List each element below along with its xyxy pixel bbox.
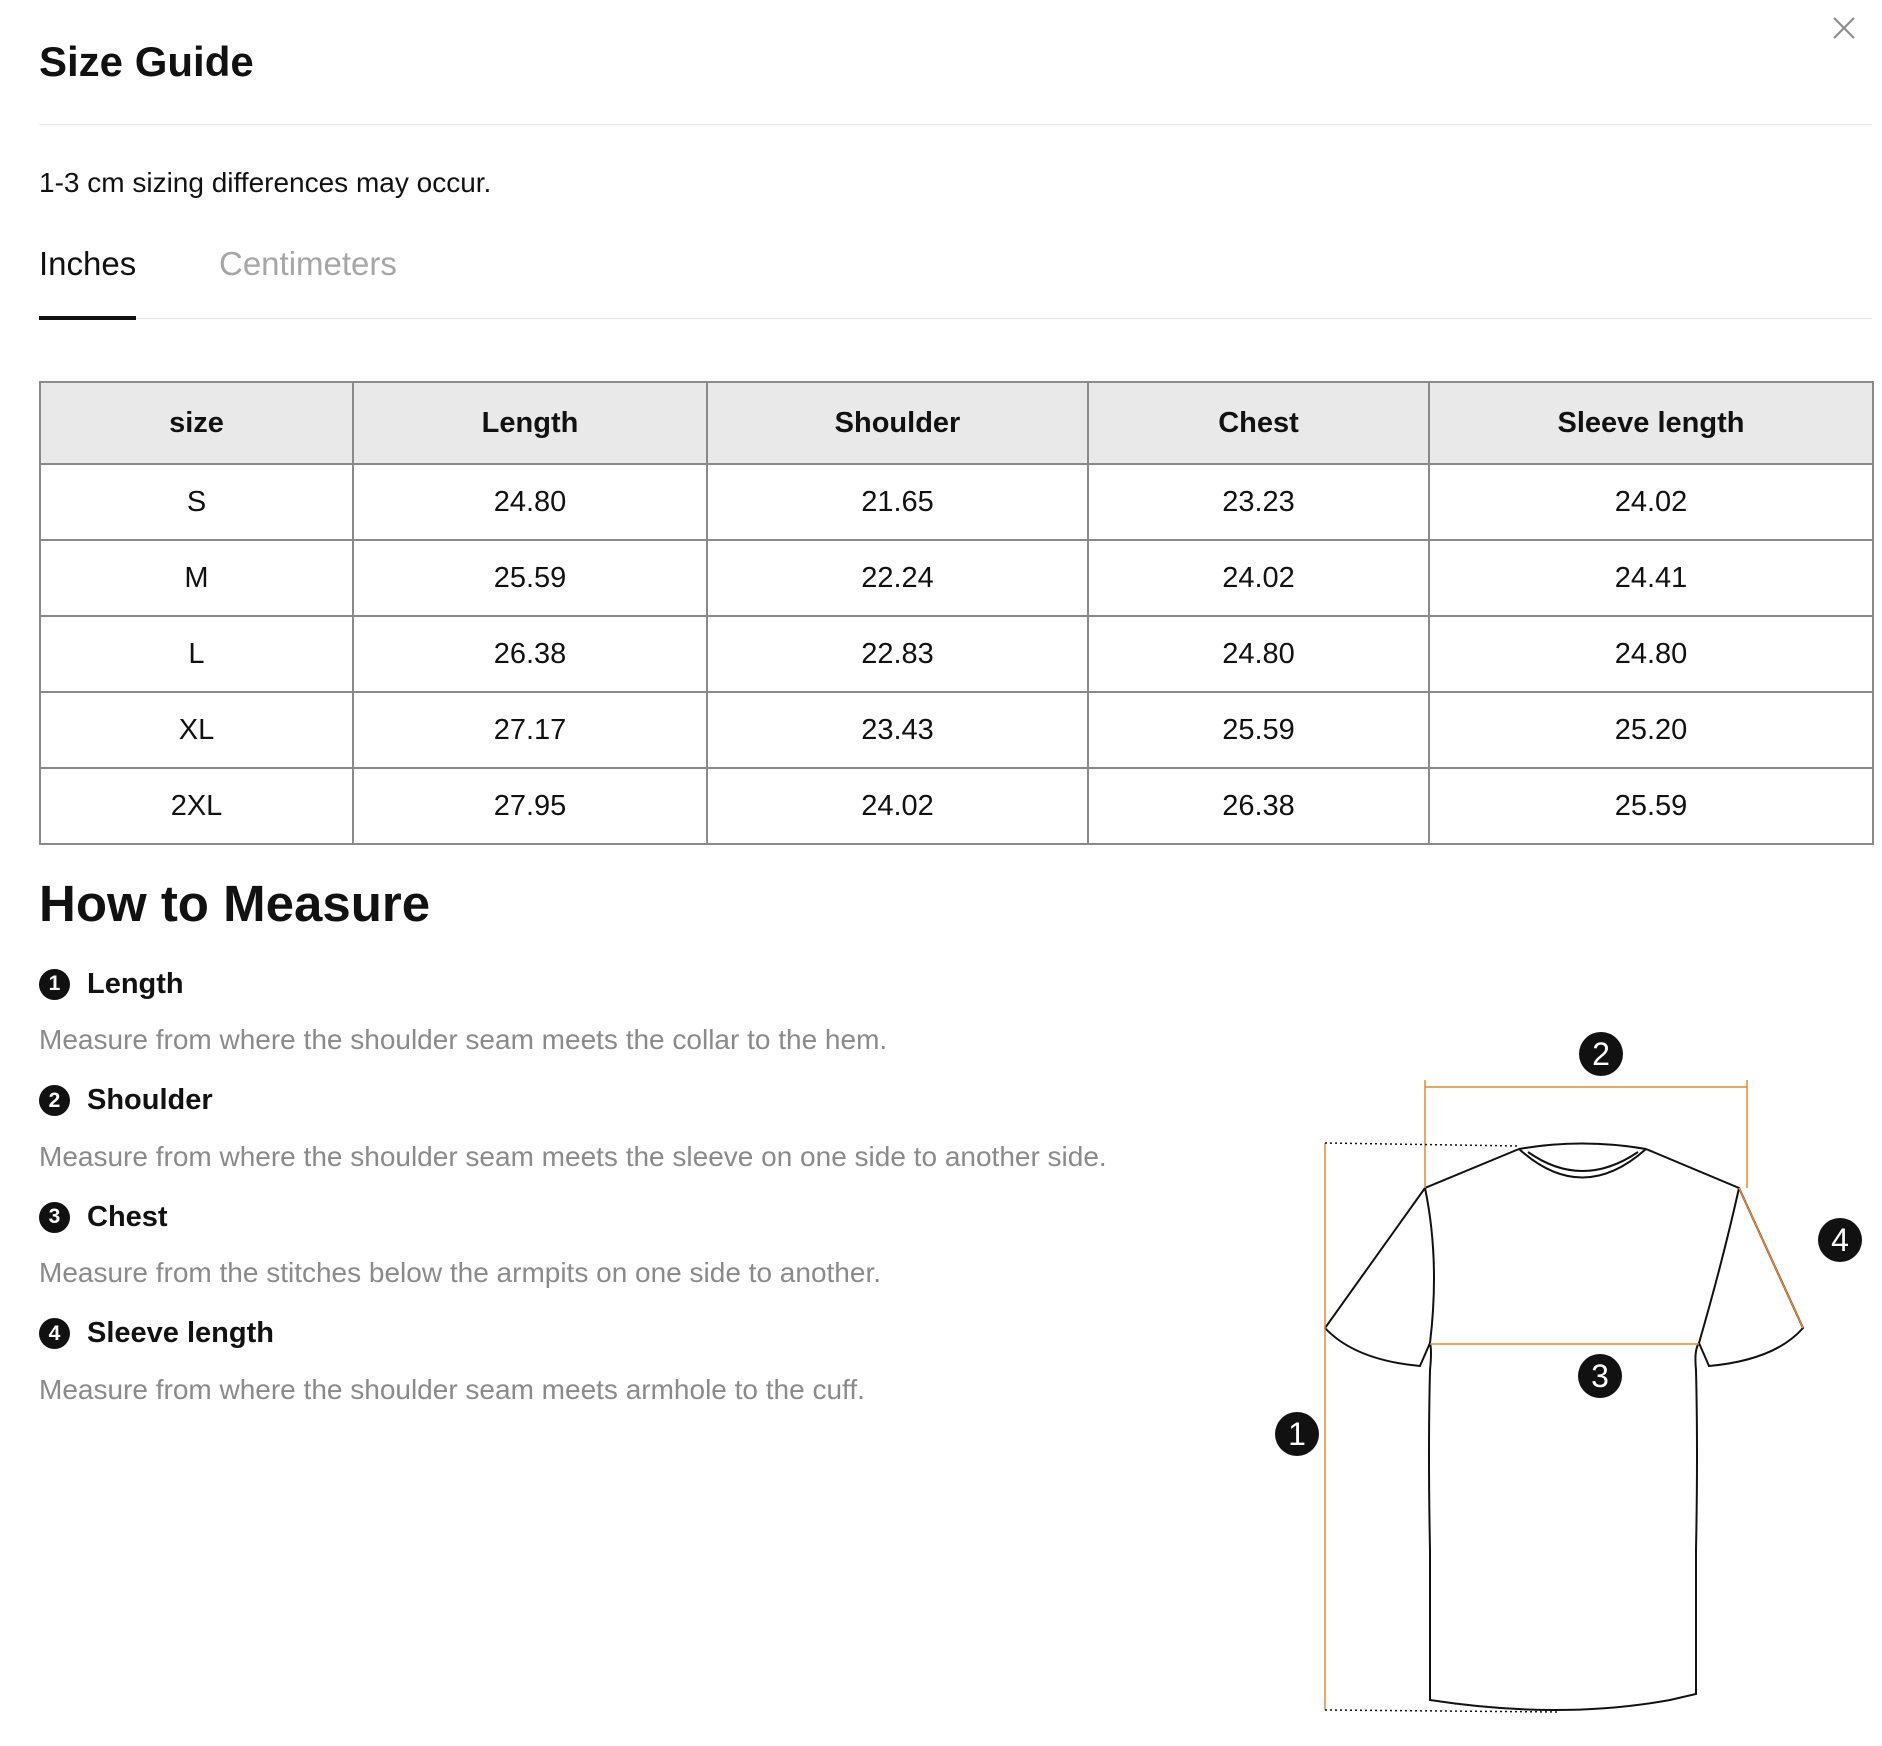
table-row [40, 464, 1873, 540]
table-cell: S [40, 464, 353, 540]
table-cell: 22.24 [707, 540, 1088, 616]
unit-tabs [39, 240, 1872, 319]
table-cell: 27.17 [353, 692, 707, 768]
label-1-badge [1275, 1412, 1319, 1456]
tshirt-measurement-diagram [1260, 990, 1880, 1730]
measure-description: Measure from where the shoulder seam meets the sleeve on one side to another side. [39, 1140, 1107, 1172]
number-badge: 3 [39, 1202, 70, 1233]
measure-name: Sleeve length [87, 1317, 274, 1349]
label-2-badge [1579, 1032, 1623, 1076]
measure-description: Measure from where the shoulder seam meets armhole to the cuff. [39, 1373, 865, 1405]
table-cell: M [40, 540, 353, 616]
dotted-guides [1325, 1143, 1560, 1712]
list-item [39, 1193, 1219, 1310]
table-cell: 26.38 [1088, 768, 1429, 844]
table-cell: 23.43 [707, 692, 1088, 768]
list-item [39, 1077, 1219, 1194]
table-cell: 24.80 [1088, 616, 1429, 692]
measure-name: Chest [87, 1200, 168, 1233]
table-cell: XL [40, 692, 353, 768]
how-to-measure-title: How to Measure [39, 875, 431, 932]
column-header-chest: Chest [1088, 382, 1429, 464]
list-item [39, 1310, 1219, 1427]
diagram-label-2: 2 [1592, 1036, 1610, 1072]
table-cell: 25.59 [1429, 768, 1873, 844]
sizing-notice: 1-3 cm sizing differences may occur. [39, 167, 492, 198]
label-3-badge [1578, 1354, 1622, 1398]
table-cell: 25.20 [1429, 692, 1873, 768]
diagram-label-4: 4 [1831, 1222, 1849, 1258]
tshirt-outline [1325, 1144, 1803, 1711]
table-cell: 25.59 [1088, 692, 1429, 768]
column-header-length: Length [353, 382, 707, 464]
table-cell: 24.02 [1429, 464, 1873, 540]
tab-centimeters[interactable]: Centimeters [219, 245, 397, 282]
diagram-label-3: 3 [1591, 1358, 1609, 1394]
column-header-shoulder: Shoulder [707, 382, 1088, 464]
column-header-size: size [40, 382, 353, 464]
table-row [40, 540, 1873, 616]
close-icon[interactable] [1828, 12, 1860, 44]
table-cell: 26.38 [353, 616, 707, 692]
table-cell: 24.80 [353, 464, 707, 540]
title-divider [39, 124, 1872, 125]
number-badge: 1 [39, 969, 70, 1000]
dialog-title: Size Guide [39, 38, 254, 85]
table-cell: 22.83 [707, 616, 1088, 692]
table-cell: 24.41 [1429, 540, 1873, 616]
table-cell: 27.95 [353, 768, 707, 844]
table-row [40, 616, 1873, 692]
diagram-label-1: 1 [1288, 1416, 1306, 1452]
table-cell: L [40, 616, 353, 692]
size-table [39, 381, 1874, 845]
table-cell: 2XL [40, 768, 353, 844]
table-cell: 24.02 [707, 768, 1088, 844]
table-header-row [40, 382, 1873, 464]
table-cell: 21.65 [707, 464, 1088, 540]
table-row [40, 692, 1873, 768]
table-cell: 24.02 [1088, 540, 1429, 616]
number-badge: 4 [39, 1318, 70, 1349]
column-header-sleeve-length: Sleeve length [1429, 382, 1873, 464]
list-item [39, 960, 1219, 1077]
table-cell: 24.80 [1429, 616, 1873, 692]
table-cell: 25.59 [353, 540, 707, 616]
measure-instructions [39, 960, 1219, 1426]
label-4-badge [1818, 1218, 1862, 1262]
table-cell: 23.23 [1088, 464, 1429, 540]
measure-description: Measure from where the shoulder seam meets the collar to the hem. [39, 1024, 888, 1055]
tab-inches[interactable]: Inches [39, 240, 136, 318]
number-badge: 2 [39, 1085, 70, 1116]
table-row [40, 768, 1873, 844]
measure-name: Length [87, 967, 184, 1000]
measure-description: Measure from the stitches below the armpits on one side to another. [39, 1257, 882, 1288]
measure-name: Shoulder [87, 1084, 213, 1116]
